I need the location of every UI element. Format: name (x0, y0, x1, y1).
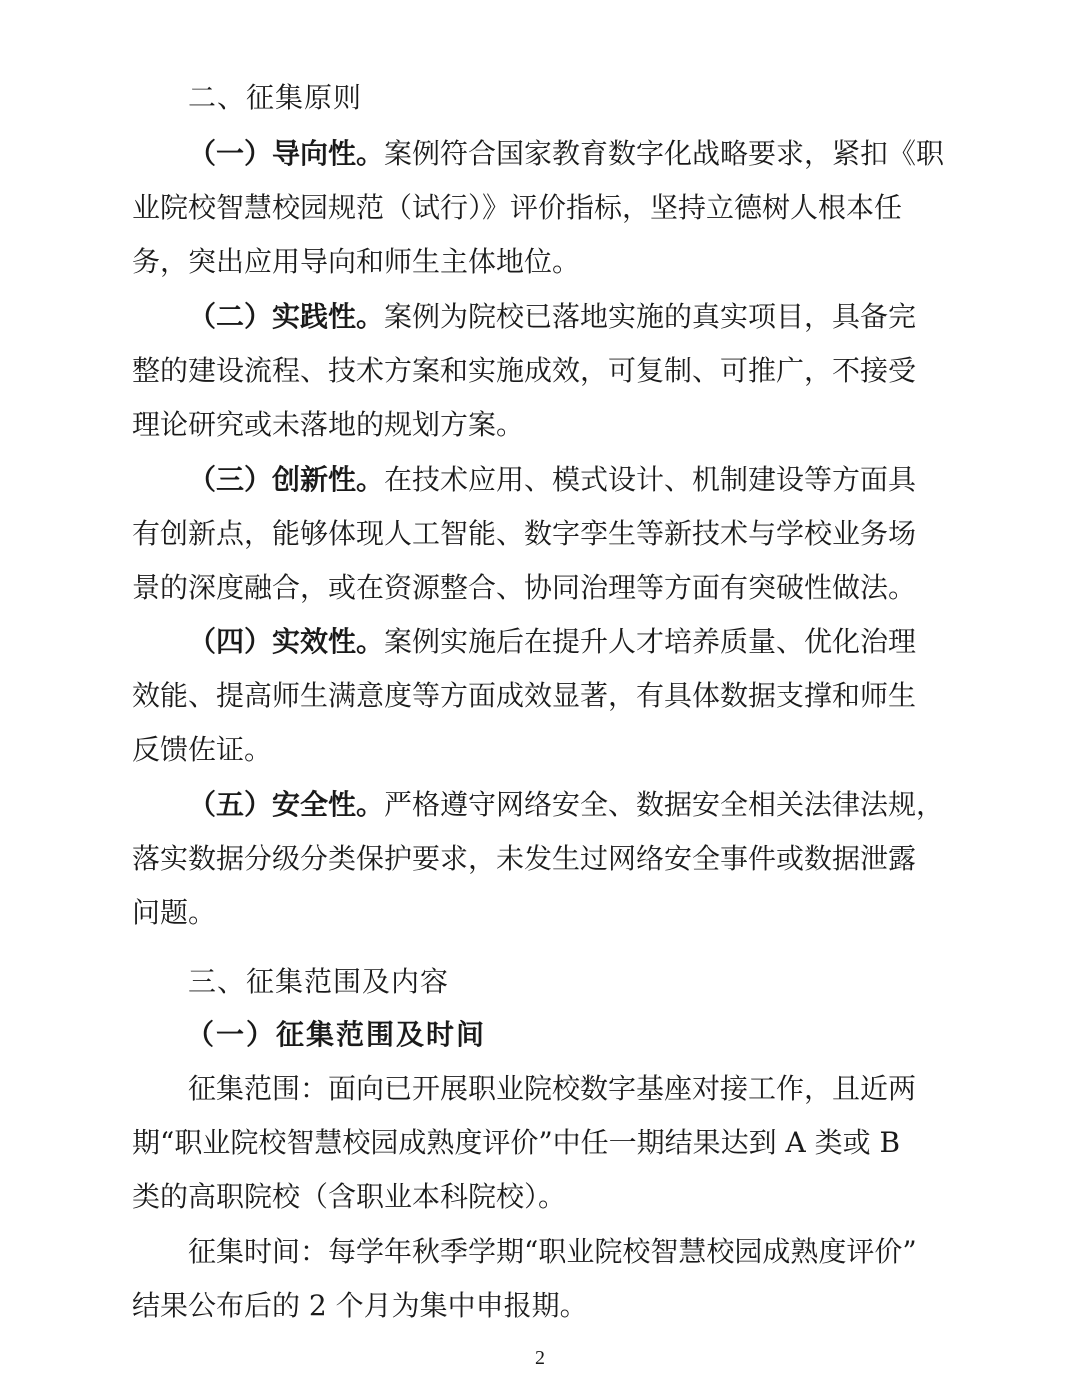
paragraph-line: 业院校智慧校园规范（试行）》评价指标，坚持立德树人根本任 (132, 191, 903, 225)
principle-lead: （三）创新性。 (188, 463, 385, 496)
paragraph-line: 整的建设流程、技术方案和实施成效，可复制、可推广，不接受 (132, 354, 917, 388)
principle-orientation (132, 127, 950, 290)
paragraph-line: 征集范围：面向已开展职业院校数字基座对接工作，且近两 (188, 1072, 917, 1105)
paragraph-line: 景的深度融合，或在资源整合、协同治理等方面有突破性做法。 (132, 571, 917, 605)
principle-lead: （二）实践性。 (188, 300, 385, 333)
paragraph-line (132, 778, 950, 832)
paragraph-line: 类的高职院校（含职业本科院校）。 (132, 1180, 567, 1214)
principle-lead: （五）安全性。 (188, 788, 385, 821)
principle-lead: （一）导向性。 (188, 137, 385, 170)
paragraph-line: 问题。 (132, 896, 217, 930)
paragraph-line (132, 615, 950, 669)
principle-security (132, 778, 950, 941)
paragraph-line: 有创新点，能够体现人工智能、数字孪生等新技术与学校业务场 (132, 517, 917, 551)
paragraph-line: 理论研究或未落地的规划方案。 (132, 408, 525, 442)
paragraph-line: 务，突出应用导向和师生主体地位。 (132, 245, 581, 279)
principle-innovation (132, 453, 950, 616)
subheading-scope-time: （一）征集范围及时间 (186, 1018, 487, 1051)
paragraph-line: 征集时间：每学年秋季学期“职业院校智慧校园成熟度评价” (188, 1235, 917, 1268)
paragraph-text: 在技术应用、模式设计、机制建设等方面具 (384, 463, 917, 496)
section-heading-scope: 三、征集范围及内容 (188, 965, 450, 998)
principle-practice (132, 290, 950, 453)
principle-effectiveness (132, 615, 950, 778)
scope-paragraph (132, 1062, 950, 1225)
paragraph-text: 严格遵守网络安全、数据安全相关法律法规， (384, 788, 945, 821)
paragraph-line: 期“职业院校智慧校园成熟度评价”中任一期结果达到 A 类或 B (132, 1126, 901, 1160)
page-number: 2 (535, 1347, 545, 1369)
paragraph-line: 反馈佐证。 (132, 733, 273, 767)
paragraph-line: 效能、提高师生满意度等方面成效显著，有具体数据支撑和师生 (132, 679, 917, 713)
section-heading-principles: 二、征集原则 (188, 81, 363, 114)
paragraph-text: 案例为院校已落地实施的真实项目，具备完 (384, 300, 917, 333)
paragraph-line: 落实数据分级分类保护要求，未发生过网络安全事件或数据泄露 (132, 842, 917, 876)
paragraph-line (132, 453, 950, 507)
time-paragraph (132, 1225, 950, 1333)
paragraph-text: 案例实施后在提升人才培养质量、优化治理 (384, 625, 917, 658)
principle-lead: （四）实效性。 (188, 625, 385, 658)
paragraph-line: 结果公布后的 2 个月为集中申报期。 (132, 1289, 588, 1323)
paragraph-line (132, 127, 950, 181)
paragraph-line (132, 290, 950, 344)
paragraph-text: 案例符合国家教育数字化战略要求，紧扣《职 (384, 137, 945, 170)
